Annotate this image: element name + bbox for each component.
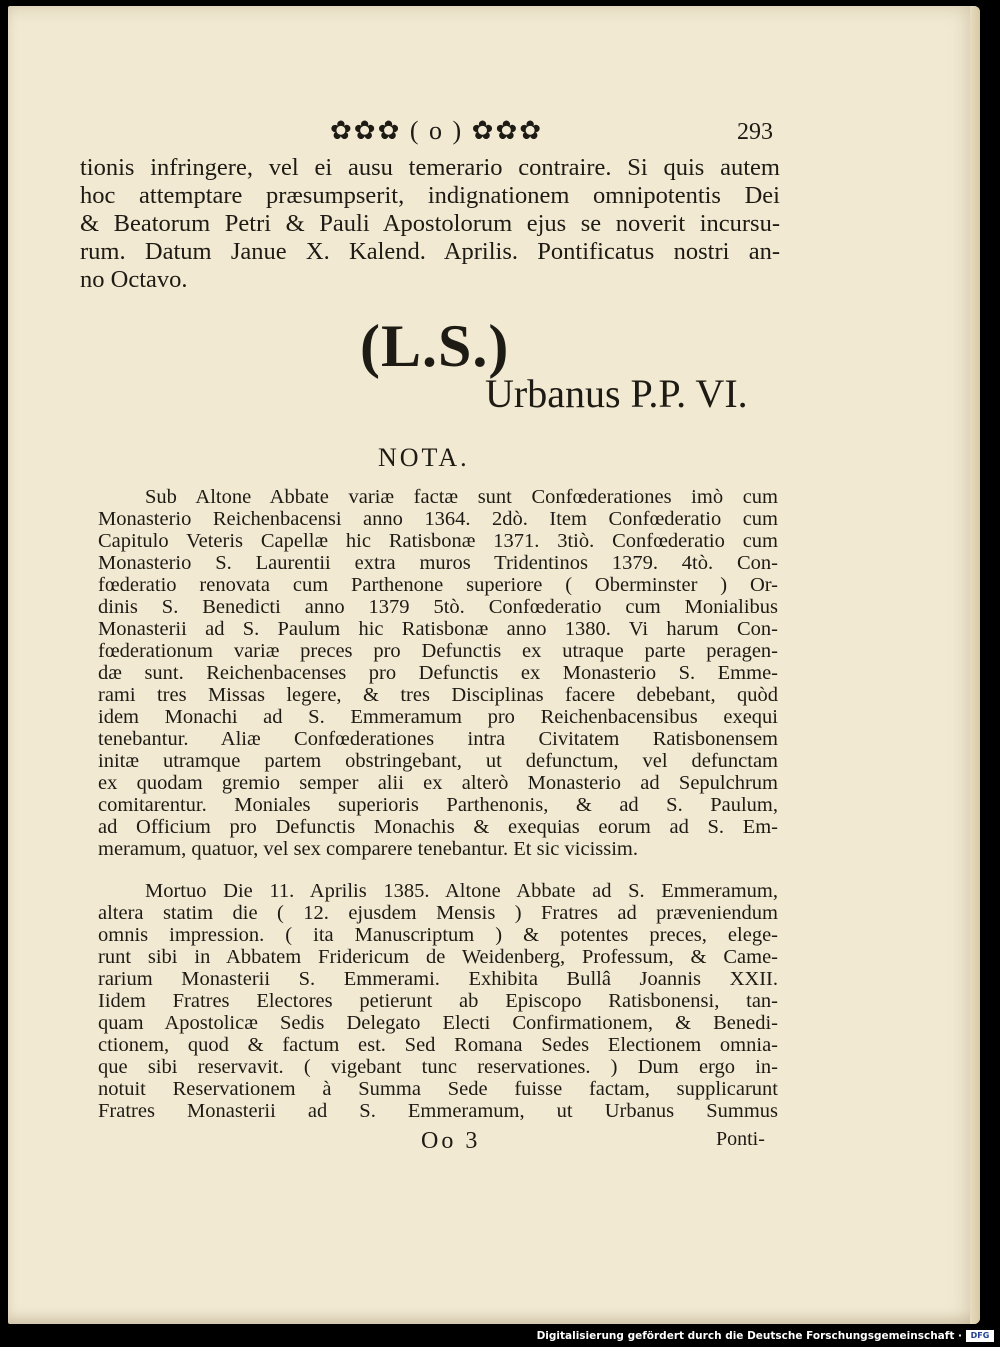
text-line: runt sibi in Abbatem Fridericum de Weidenberg, Professum, & Came- xyxy=(98,946,778,968)
text-line: rami tres Missas legere, & tres Disciplinas facere debebant, quòd xyxy=(98,684,778,706)
text-line: meramum, quatuor, vel sex comparere tenebantur. Et sic vicissim. xyxy=(98,838,638,860)
page-number: 293 xyxy=(737,119,773,145)
text-line: no Octavo. xyxy=(80,266,188,293)
catchword: Ponti- xyxy=(716,1128,765,1150)
text-line: fœderatio renovata cum Parthenone superiore ( Oberminster ) Or- xyxy=(98,574,778,596)
signature-mark: Oo 3 xyxy=(421,1128,481,1154)
text-line: Monasterio Reichenbacensi anno 1364. 2dò. Item Confœderatio cum xyxy=(98,508,778,530)
text-line: omnis impression. ( ita Manuscriptum ) & potentes preces, elege- xyxy=(98,924,778,946)
text-line: dæ sunt. Reichenbacenses pro Defunctis ex Monasterio S. Emme- xyxy=(98,662,778,684)
text-line: hoc attemptare præsumpserit, indignationem omnipotentis Dei xyxy=(80,182,780,209)
text-line: idem Monachi ad S. Emmeramum pro Reichenbacensibus exequi xyxy=(98,706,778,728)
text-line: Mortuo Die 11. Aprilis 1385. Altone Abbate ad S. Emmeramum, xyxy=(145,880,778,902)
page-edge xyxy=(970,6,980,1324)
text-line: Capitulo Veteris Capellæ hic Ratisbonæ 1371. 3tiò. Confœderatio cum xyxy=(98,530,778,552)
text-line: notuit Reservationem à Summa Sede fuisse factam, supplicarunt xyxy=(98,1078,778,1100)
text-line: que sibi reservavit. ( vigebant tunc reservationes. ) Dum ergo in- xyxy=(98,1056,778,1078)
text-line: tionis infringere, vel ei ausu temerario contraire. Si quis autem xyxy=(80,154,780,181)
seal-mark: (L.S.) xyxy=(360,313,510,379)
header-ornament: ✿✿✿ ( o ) ✿✿✿ xyxy=(330,116,544,145)
text-line: rarium Monasterii S. Emmerami. Exhibita Bullâ Joannis XXII. xyxy=(98,968,778,990)
text-line: altera statim die ( 12. ejusdem Mensis ) Fratres ad præveniendum xyxy=(98,902,778,924)
text-line: dinis S. Benedicti anno 1379 5tò. Confœderatio cum Monialibus xyxy=(98,596,778,618)
text-line: rum. Datum Janue X. Kalend. Aprilis. Pontificatus nostri an- xyxy=(80,238,780,265)
text-line: Iidem Fratres Electores petierunt ab Episcopo Ratisbonensi, tan- xyxy=(98,990,778,1012)
text-line: ad Officium pro Defunctis Monachis & exequias eorum ad S. Em- xyxy=(98,816,778,838)
text-line: Monasterio S. Laurentii extra muros Tridentinos 1379. 4tò. Con- xyxy=(98,552,778,574)
text-line: fœderationum variæ preces pro Defunctis ex utraque parte peragen- xyxy=(98,640,778,662)
text-line: ctionem, quod & factum est. Sed Romana Sedes Electionem omnia- xyxy=(98,1034,778,1056)
text-line: ex quodam gremio semper alii ex alterò Monasterio ad Sepulchrum xyxy=(98,772,778,794)
text-line: Monasterii ad S. Paulum hic Ratisbonæ anno 1380. Vi harum Con- xyxy=(98,618,778,640)
text-line: initæ utramque partem obstringebant, ut defunctum, vel defunctam xyxy=(98,750,778,772)
text-line: Sub Altone Abbate variæ factæ sunt Confœderationes imò cum xyxy=(145,486,778,508)
nota-heading: NOTA. xyxy=(378,443,470,472)
dfg-logo-icon: DFG xyxy=(966,1330,994,1342)
papal-signature: Urbanus P.P. VI. xyxy=(485,371,748,416)
text-line: & Beatorum Petri & Pauli Apostolorum ejus se noverit incursu- xyxy=(80,210,780,237)
text-line: Fratres Monasterii ad S. Emmeramum, ut Urbanus Summus xyxy=(98,1100,778,1122)
credit-text: Digitalisierung gefördert durch die Deutsche Forschungsgemeinschaft · xyxy=(536,1330,962,1342)
text-line: quam Apostolicæ Sedis Delegato Electi Confirmationem, & Benedi- xyxy=(98,1012,778,1034)
text-line: tenebantur. Aliæ Confœderationes intra Civitatem Ratisbonensem xyxy=(98,728,778,750)
text-line: comitarentur. Moniales superioris Parthenonis, & ad S. Paulum, xyxy=(98,794,778,816)
